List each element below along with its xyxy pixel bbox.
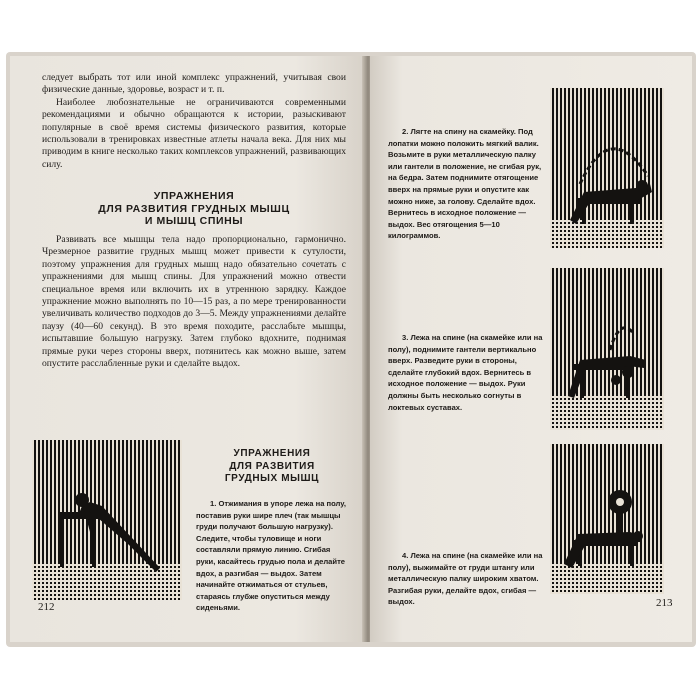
right-page — [370, 56, 692, 642]
exercise-3-text: 3. Лежа на спине (на скамейке или на полу), поднимите гантели вертикально вверх. Разведите руки в стороны, сделайте глубокий вдох. Вернитесь в исходное положение — выдох. Руки должны быть несколько согнуты в локтевых суставах. — [388, 333, 543, 412]
intro-paragraph-1: следует выбрать тот или иной комплекс упражнений, учитывая свои физические данные, здоровье, возраст и т. п. — [42, 72, 346, 96]
body-paragraph: Развивать все мышцы тела надо пропорционально, гармонично. Чрезмерное развитие грудных мышц может привести к сутулости, поэтому упражнения для грудных мышц надо обязательно сочетать с упражнениями для мышц спины. Для упражнений можно отвести специальное время или включить их в утреннюю зарядку. Каждое упражнение можно выполнять по 10—15 раз, а по мере тренированности увеличивать количество подходов до 3—5. Между упражнениями делайте паузу (40—60 секунд). В это время походите, расслабьте мышцы, испытавшие большую нагрузку. Затем глубоко вдохните, поднимая прямые руки через стороны вверх, потянитесь как можно выше, затем опустите расслабленные руки и сделайте выдох. — [42, 234, 346, 370]
intro-paragraph-2: Наиболее любознательные не ограничиваются современными рекомендациями и обычно обращаются к истории, разыскивают популярные в своё время системы физического развития, которые использовали в тренировках известные атлеты начала века. Для них мы приводим в книге несколько таких комплексов упражнений, развивающих силу. — [42, 96, 346, 170]
subheading-line-3: ГРУДНЫХ МЫШЦ — [224, 473, 320, 484]
open-book — [6, 52, 696, 647]
section-title-line-2: ДЛЯ РАЗВИТИЯ ГРУДНЫХ МЫШЦ — [98, 202, 290, 215]
exercise-2-caption — [388, 126, 544, 242]
subheading-line-2: ДЛЯ РАЗВИТИЯ — [229, 460, 315, 472]
exercise-4-text: 4. Лежа на спине (на скамейке или на полу), выжимайте от груди штангу или металлическую палку широким хватом. Разгибая руки, делайте вдох, сгибая — выдох. — [388, 551, 543, 607]
intro-text — [42, 72, 346, 171]
exercise-4-caption — [388, 550, 544, 608]
subheading — [192, 448, 352, 486]
pullover-illustration — [550, 88, 664, 248]
exercise-2-text: 2. Лягте на спину на скамейку. Под лопатки можно положить мягкий валик. Возьмите в руки металлическую палку или гантели в положение, не сгибая рук, на бедра. Затем поднимите отягощение вверх на прямые руки и опустите как можно ниже, за голову. Сделайте вдох. Вернитесь в исходное положение — выдох. Вес отягощения 5—10 килограммов. — [388, 127, 542, 241]
body-text — [42, 234, 346, 370]
section-title-line-3: И МЫШЦ СПИНЫ — [144, 215, 244, 227]
flyes-illustration — [550, 268, 664, 430]
exercise-1-text: 1. Отжимания в упоре лежа на полу, поставив руки шире плеч (так мышцы груди получают большую нагрузку). Следите, чтобы туловище и ноги составляли прямую линию. Сгибая руки, касайтесь грудью пола и делайте вдох, а разгибая — выдох. Затем начинайте отжиматься от стульев, стараясь глубже опуститься между сиденьями. — [196, 499, 347, 613]
exercise-3-caption — [388, 332, 544, 413]
bench-press-illustration — [550, 444, 664, 594]
section-title — [42, 190, 346, 228]
page-number-left: 212 — [38, 601, 55, 613]
left-page — [10, 56, 366, 642]
section-title-line-1: УПРАЖНЕНИЯ — [153, 190, 235, 202]
page-number-right: 213 — [656, 597, 673, 609]
pushup-illustration — [32, 440, 182, 600]
subheading-line-1: УПРАЖНЕНИЯ — [233, 448, 311, 459]
exercise-1-caption — [196, 498, 348, 614]
